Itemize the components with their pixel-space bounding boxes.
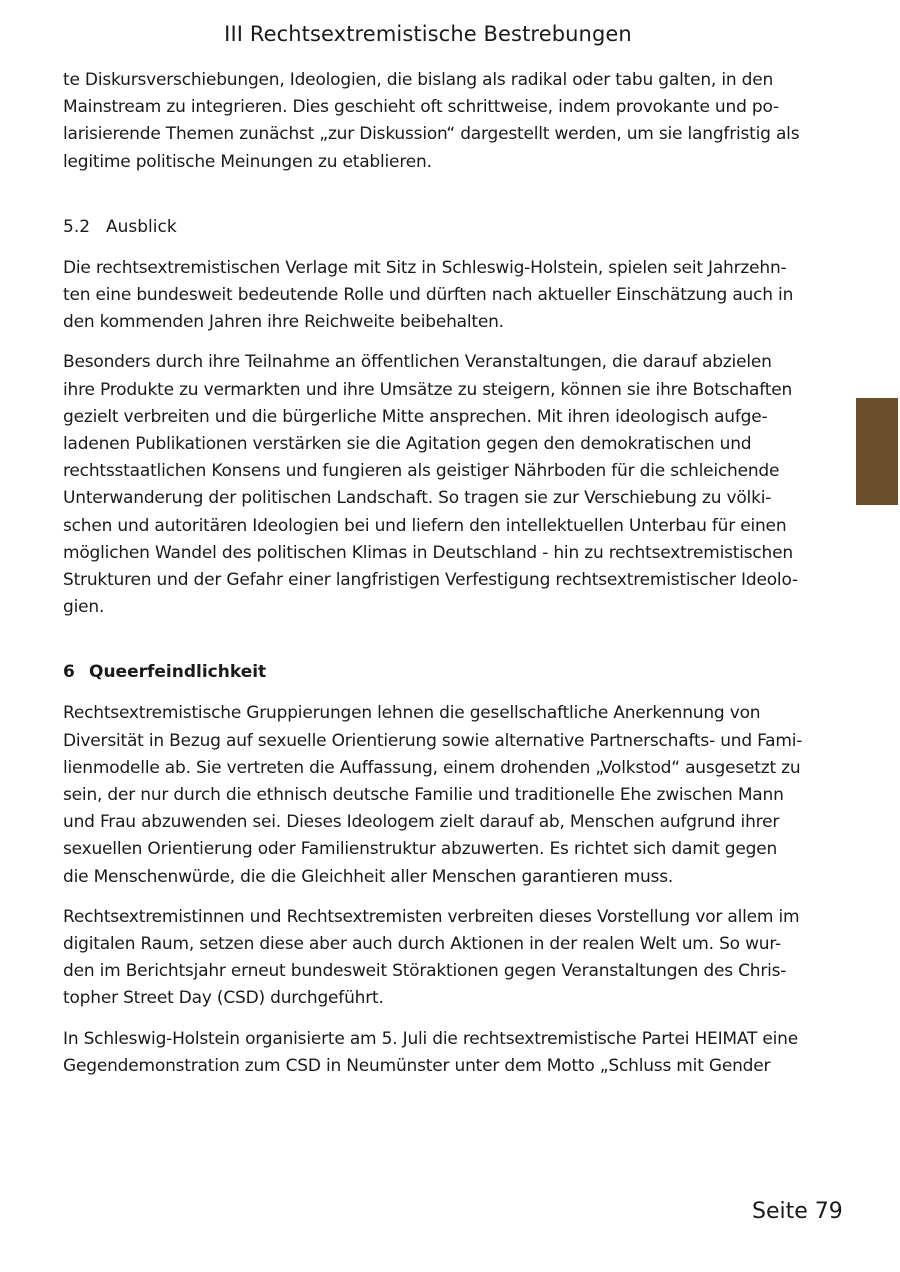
text-line: den kommenden Jahren ihre Reichweite beibehalten. xyxy=(63,312,504,333)
text-line: Gegendemonstration zum CSD in Neumünster unter dem Motto „Schluss mit Gender xyxy=(63,1055,771,1076)
text-line: den im Berichtsjahr erneut bundesweit Störaktionen gegen Veranstaltungen des Chris- xyxy=(63,961,787,982)
text-line: gezielt verbreiten und die bürgerliche Mitte ansprechen. Mit ihren ideologisch aufge- xyxy=(63,406,768,427)
text-line: ten eine bundesweit bedeutende Rolle und dürften nach aktueller Einschätzung auch in xyxy=(63,285,794,306)
text-line: schen und autoritären Ideologien bei und liefern den intellektuellen Unterbau für einen xyxy=(63,515,787,536)
section-5-2-paragraph-1 xyxy=(63,255,793,337)
section-heading-6 xyxy=(63,659,793,686)
section-6-paragraph-2 xyxy=(63,904,800,1013)
section-title: Queerfeindlichkeit xyxy=(89,662,267,683)
page-header-title: III Rechtsextremistische Bestrebungen xyxy=(224,22,632,46)
chapter-side-tab xyxy=(856,398,898,505)
text-line: Diversität in Bezug auf sexuelle Orientierung sowie alternative Partnerschafts- und Fami- xyxy=(63,730,803,751)
text-line: ladenen Publikationen verstärken sie die Agitation gegen den demokratischen und xyxy=(63,434,752,455)
text-line: Besonders durch ihre Teilnahme an öffentlichen Veranstaltungen, die darauf abzielen xyxy=(63,352,772,373)
text-line: möglichen Wandel des politischen Klimas in Deutschland - hin zu rechtsextremistischen xyxy=(63,542,793,563)
text-line: sexuellen Orientierung oder Familienstruktur abzuwerten. Es richtet sich damit gegen xyxy=(63,839,778,860)
text-line: sein, der nur durch die ethnisch deutsche Familie und traditionelle Ehe zwischen Mann xyxy=(63,785,784,806)
text-line: rechtsstaatlichen Konsens und fungieren als geistiger Nährboden für die schleichende xyxy=(63,461,780,482)
page-content xyxy=(63,67,803,1080)
text-line: Rechtsextremistische Gruppierungen lehnen die gesellschaftliche Anerkennung von xyxy=(63,703,761,724)
section-number: 5.2 xyxy=(63,216,91,237)
section-6-paragraph-3 xyxy=(63,1026,798,1080)
text-line: legitime politische Meinungen zu etablieren. xyxy=(63,151,432,172)
text-line: larisierende Themen zunächst „zur Diskussion“ dargestellt werden, um sie langfristig als xyxy=(63,124,800,145)
intro-paragraph xyxy=(63,67,800,176)
section-heading-5-2 xyxy=(63,214,793,241)
text-line: Unterwanderung der politischen Landschaft. So tragen sie zur Verschiebung zu völki- xyxy=(63,488,772,509)
text-line: digitalen Raum, setzen diese aber auch durch Aktionen in der realen Welt um. So wur- xyxy=(63,934,781,955)
text-line: gien. xyxy=(63,597,105,618)
section-6-paragraph-1 xyxy=(63,700,803,890)
text-line: die Menschenwürde, die die Gleichheit aller Menschen garantieren muss. xyxy=(63,866,674,887)
text-line: Die rechtsextremistischen Verlage mit Sitz in Schleswig-Holstein, spielen seit Jahrzehn- xyxy=(63,257,787,278)
text-line: ihre Produkte zu vermarkten und ihre Umsätze zu steigern, können sie ihre Botschaften xyxy=(63,379,793,400)
text-line: und Frau abzuwenden sei. Dieses Ideologem zielt darauf ab, Menschen aufgrund ihrer xyxy=(63,812,780,833)
text-line: Mainstream zu integrieren. Dies geschieht oft schrittweise, indem provokante und po- xyxy=(63,97,779,118)
text-line: lienmodelle ab. Sie vertreten die Auffassung, einem drohenden „Volkstod“ ausgesetzt zu xyxy=(63,757,801,778)
text-line: te Diskursverschiebungen, Ideologien, die bislang als radikal oder tabu galten, in den xyxy=(63,70,774,90)
text-line: Rechtsextremistinnen und Rechtsextremisten verbreiten dieses Vorstellung vor allem im xyxy=(63,906,800,927)
text-line: topher Street Day (CSD) durchgeführt. xyxy=(63,988,384,1009)
text-line: In Schleswig-Holstein organisierte am 5. Juli die rechtsextremistische Partei HEIMAT eine xyxy=(63,1028,798,1049)
text-line: Strukturen und der Gefahr einer langfristigen Verfestigung rechtsextremistischer Ideolo- xyxy=(63,570,798,591)
section-title: Ausblick xyxy=(106,216,177,237)
page-number: Seite 79 xyxy=(752,1199,843,1224)
section-5-2-paragraph-2 xyxy=(63,349,798,621)
section-number: 6 xyxy=(63,662,75,683)
